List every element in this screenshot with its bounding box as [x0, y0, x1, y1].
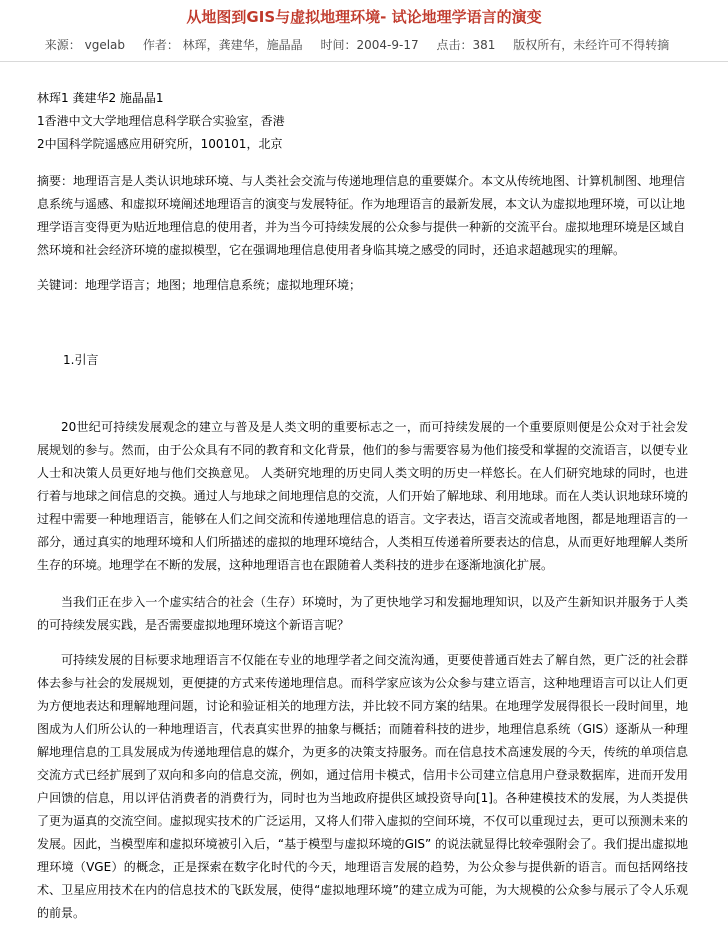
affiliation-2: 2中国科学院遥感应用研究所，100101，北京 — [37, 137, 283, 151]
meta-clicks: 点击：381 — [436, 38, 496, 52]
meta-author: 作者： 林珲，龚建华，施晶晶 — [142, 38, 303, 52]
author-block — [37, 87, 688, 156]
affiliation-1: 1香港中文大学地理信息科学联合实验室，香港 — [37, 114, 285, 128]
paragraph: 当我们正在步入一个虚实结合的社会（生存）环境时，为了更快地学习和发掘地理知识，以及产生新知识并服务于人类的可持续发展实践，是否需要虚拟地理环境这个新语言呢？ — [37, 595, 688, 632]
article-title: 从地图到GIS与虚拟地理环境- 试论地理学语言的演变 — [186, 8, 542, 26]
header-divider — [0, 61, 728, 62]
article-meta — [0, 35, 728, 55]
author-names: 林珲1 龚建华2 施晶晶1 — [37, 91, 164, 105]
paragraph: 20世纪可持续发展观念的建立与普及是人类文明的重要标志之一，而可持续发展的一个重要原则便是公众对于社会发展规划的参与。然而，由于公众具有不同的教育和文化背景，他们的参与需要容易为他们接受和掌握的交流语言，以便专业人士和决策人员更好地与他们交换意见。 人类研究地理的历史同人类文明的历史一样悠长。在人们研究地球的同时，也进行着与地球之间信息的交换。通过人与地球之间地理信息的交流，人们开始了解地球、利用地球。而在人类认识地球环境的过程中需要一种地理语言，能够在人们之间交流和传递地理信息的语言。文字表达，语言交流或者地图，都是地理语言的一部分，通过真实的地理环境和人们所描述的虚拟的地理环境结合，人类相互传递着所要表达的信息，从而更好地理解人类所生存的环境。地理学在不断的发展，这种地理语言也在跟随着人类科技的进步在逐渐地演化扩展。 — [37, 420, 688, 572]
meta-source: 来源： vgelab — [44, 38, 126, 52]
abstract: 摘要：地理语言是人类认识地球环境、与人类社会交流与传递地理信息的重要媒介。本文从传统地图、计算机制图、地理信息系统与遥感、和虚拟环境阐述地理语言的演变与发展特征。作为地理语言的最新发展，本文认为虚拟地理环境，可以让地理学语言变得更为贴近地理信息的使用者，并为当今可持续发展的公众参与提供一种新的交流平台。虚拟地理环境是区域自然环境和社会经济环境的虚拟模型，它在强调地理信息使用者身临其境之感受的同时，还追求超越现实的理解。 — [37, 174, 686, 257]
section-title: 1.引言 — [63, 353, 99, 367]
meta-copyright: 版权所有，未经许可不得转摘 — [513, 38, 670, 52]
paragraph: 可持续发展的目标要求地理语言不仅能在专业的地理学者之间交流沟通，更要使普通百姓去了解自然，更广泛的社会群体去参与社会的发展规划，更便捷的方式来传递地理信息。而科学家应该为公众参与建立语言，这种地理语言可以让人们更为方便地表达和理解地理问题，讨论和验证相关的地理方法，并比较不同方案的结果。在地理学发展得很长一段时间里，地图成为人们所公认的一种地理语言，代表真实世界的抽象与概括；而随着科技的进步，地理信息系统（GIS）逐渐从一种理解地理信息的工具发展成为传递地理信息的媒介，为更多的决策支持服务。而在信息技术高速发展的今天，传统的单项信息交流方式已经扩展到了双向和多向的信息交流，例如，通过信用卡模式，信用卡公司建立信息用户登录数据库，进而开发用户回馈的信息，用以评估消费者的消费行为，同时也为当地政府提供区域投资导向[1]。各种建模技术的发展，为人类提供了更为逼真的交流空间。虚拟现实技术的广泛运用，又将人们带入虚拟的空间环境，不仅可以重现过去，更可以预测未来的发展。因此，当模型库和虚拟环境被引入后，“基于模型与虚拟环境的GIS” 的说法就显得比较牵强附会了。我们提出虚拟地理环境（VGE）的概念，正是探索在数字化时代的今天，地理语言发展的趋势，为公众参与提供新的语言。而包括网络技术、卫星应用技术在内的信息技术的飞跃发展，使得“虚拟地理环境”的建立成为可能，为大规模的公众参与展示了令人乐观的前景。 — [37, 653, 688, 920]
article-body — [0, 87, 728, 925]
meta-time: 时间：2004-9-17 — [320, 38, 419, 52]
keywords: 关键词：地理学语言；地图；地理信息系统；虚拟地理环境； — [37, 278, 362, 292]
